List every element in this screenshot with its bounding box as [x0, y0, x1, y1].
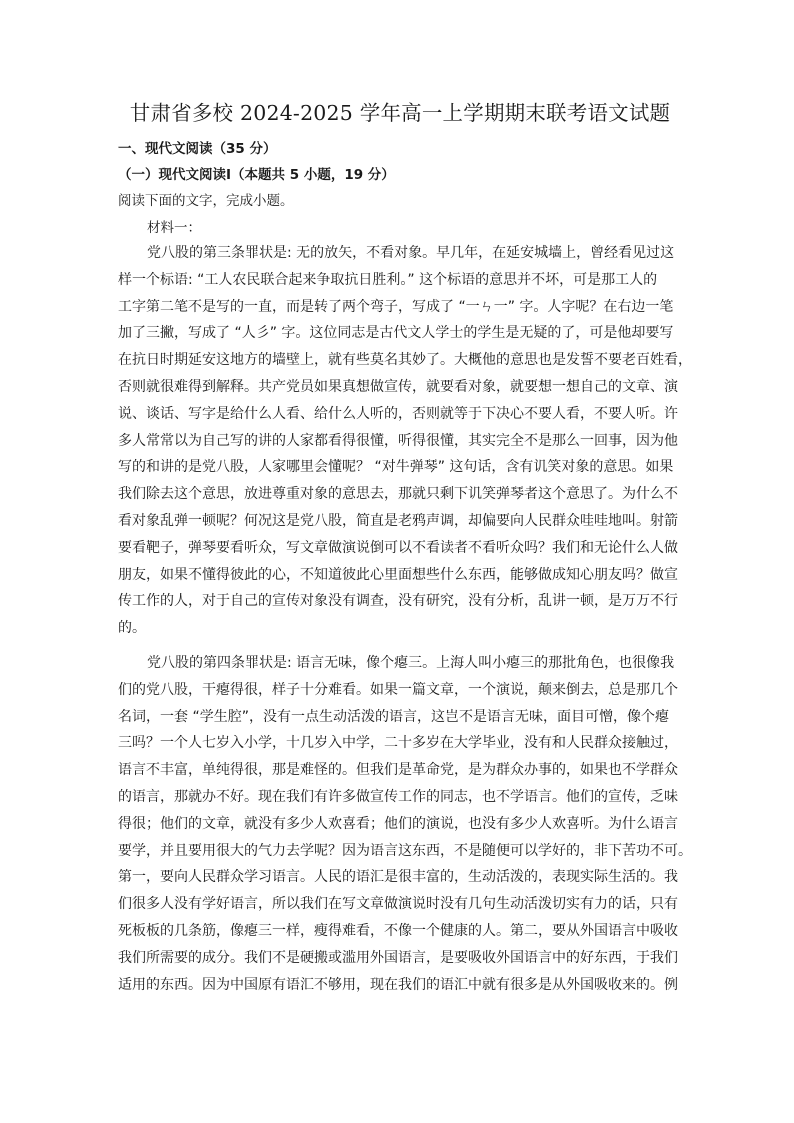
paragraph-2-line: 适用的东西。因为中国原有语汇不够用，现在我们的语汇中就有很多是从外国吸收来的。例 — [118, 976, 678, 993]
paragraph-2-line: 要学，并且要用很大的气力去学呢？因为语言这东西，不是随便可以学好的，非下苦功不可。 — [118, 842, 692, 859]
paragraph-2-line: 第一，要向人民群众学习语言。人民的语汇是很丰富的，生动活泼的，表现实际生活的。我 — [118, 869, 678, 886]
material-label: 材料一： — [147, 220, 201, 236]
paragraph-2-line: 们的党八股，干瘪得很，样子十分难看。如果一篇文章，一个演说，颠来倒去，总是那几个 — [118, 681, 678, 698]
paragraph-1-line: 党八股的第三条罪状是: 无的放矢，不看对象。早几年，在延安城墙上，曾经看见过这 — [147, 245, 675, 261]
paragraph-2-line: 我们所需要的成分。我们不是硬搬或滥用外国语言，是要吸收外国语言中的好东西，于我们 — [118, 949, 678, 966]
paragraph-1-line: 看对象乱弹一顿呢？何况这是党八股，简直是老鸦声调，却偏要向人民群众哇哇地叫。射箭 — [118, 512, 678, 529]
paragraph-2-line: 名词，一套 “学生腔”，没有一点生动活泼的语言，这岂不是语言无味，面目可憎，像个瘪 — [118, 708, 669, 725]
paragraph-1-line: 写的和讲的是党八股，人家哪里会懂呢？ “对牛弹琴” 这句话，含有讥笑对象的意思。如果 — [118, 459, 674, 476]
paragraph-2 — [118, 650, 692, 998]
section-heading: 一、现代文阅读（35 分） — [118, 141, 277, 157]
paragraph-2-line: 三吗？一个人七岁入小学，十几岁入中学，二十多岁在大学毕业，没有和人民群众接触过， — [118, 735, 678, 752]
paragraph-1-line: 多人常常以为自己写的讲的人家都看得很懂，听得很懂，其实完全不是那么一回事，因为他 — [118, 432, 678, 449]
subsection-heading: （一）现代文阅读Ⅰ（本题共 5 小题，19 分） — [118, 167, 395, 183]
paragraph-2-line: 的语言，那就办不好。现在我们有许多做宣传工作的同志，也不学语言。他们的宣传，乏味 — [118, 788, 678, 805]
paragraph-2-line: 死板板的几条筋，像瘪三一样，瘦得难看，不像一个健康的人。第二，要从外国语言中吸收 — [118, 922, 678, 939]
document-title: 甘肃省多校 2024-2025 学年高一上学期期末联考语文试题 — [129, 101, 671, 125]
paragraph-1-line: 要看靶子，弹琴要看听众，写文章做演说倒可以不看读者不看听众吗？我们和无论什么人做 — [118, 539, 678, 556]
paragraph-1-line: 朋友，如果不懂得彼此的心，不知道彼此心里面想些什么东西，能够做成知心朋友吗？做宣 — [118, 566, 678, 583]
paragraph-1-line: 我们除去这个意思，放进尊重对象的意思去，那就只剩下讥笑弹琴者这个意思了。为什么不 — [118, 486, 678, 503]
paragraph-1-line: 的。 — [118, 620, 146, 637]
paragraph-1-line: 否则就很难得到解释。共产党员如果真想做宣传，就要看对象，就要想一想自己的文章、演 — [118, 378, 678, 395]
paragraph-1-line: 说、谈话、写字是给什么人看、给什么人听的，否则就等于下决心不要人看，不要人听。许 — [118, 405, 678, 422]
paragraph-1-line: 在抗日时期延安这地方的墙壁上，就有些莫名其妙了。大概他的意思也是发誓不要老百姓看， — [118, 352, 692, 369]
paragraph-2-line: 得很；他们的文章，就没有多少人欢喜看；他们的演说，也没有多少人欢喜听。为什么语言 — [118, 815, 678, 832]
paragraph-1 — [118, 240, 692, 642]
paragraph-2-line: 党八股的第四条罪状是: 语言无味，像个瘪三。上海人叫小瘪三的那批角色，也很像我 — [147, 655, 675, 671]
paragraph-1-line: 传工作的人，对于自己的宣传对象没有调查，没有研究，没有分析，乱讲一顿，是万万不行 — [118, 593, 678, 610]
paragraph-1-line: 工字第二笔不是写的一直，而是转了两个弯子，写成了 “⼀ㄣ一” 字。人字呢？在右边一笔 — [118, 298, 674, 315]
paragraph-1-line: 样一个标语: “工人农民联合起来争取抗日胜利。” 这个标语的意思并不坏，可是那工人的 — [118, 271, 658, 288]
paragraph-1-line: 加了三撇，写成了 “人彡” 字。这位同志是古代文人学士的学生是无疑的了，可是他却要写 — [118, 325, 674, 342]
paragraph-2-line: 语言不丰富，单纯得很，那是难怪的。但我们是革命党，是为群众办事的，如果也不学群众 — [118, 762, 678, 779]
reading-instruction: 阅读下面的文字，完成小题。 — [118, 193, 294, 209]
paragraph-2-line: 们很多人没有学好语言，所以我们在写文章做演说时没有几句生动活泼切实有力的话，只有 — [118, 896, 678, 913]
